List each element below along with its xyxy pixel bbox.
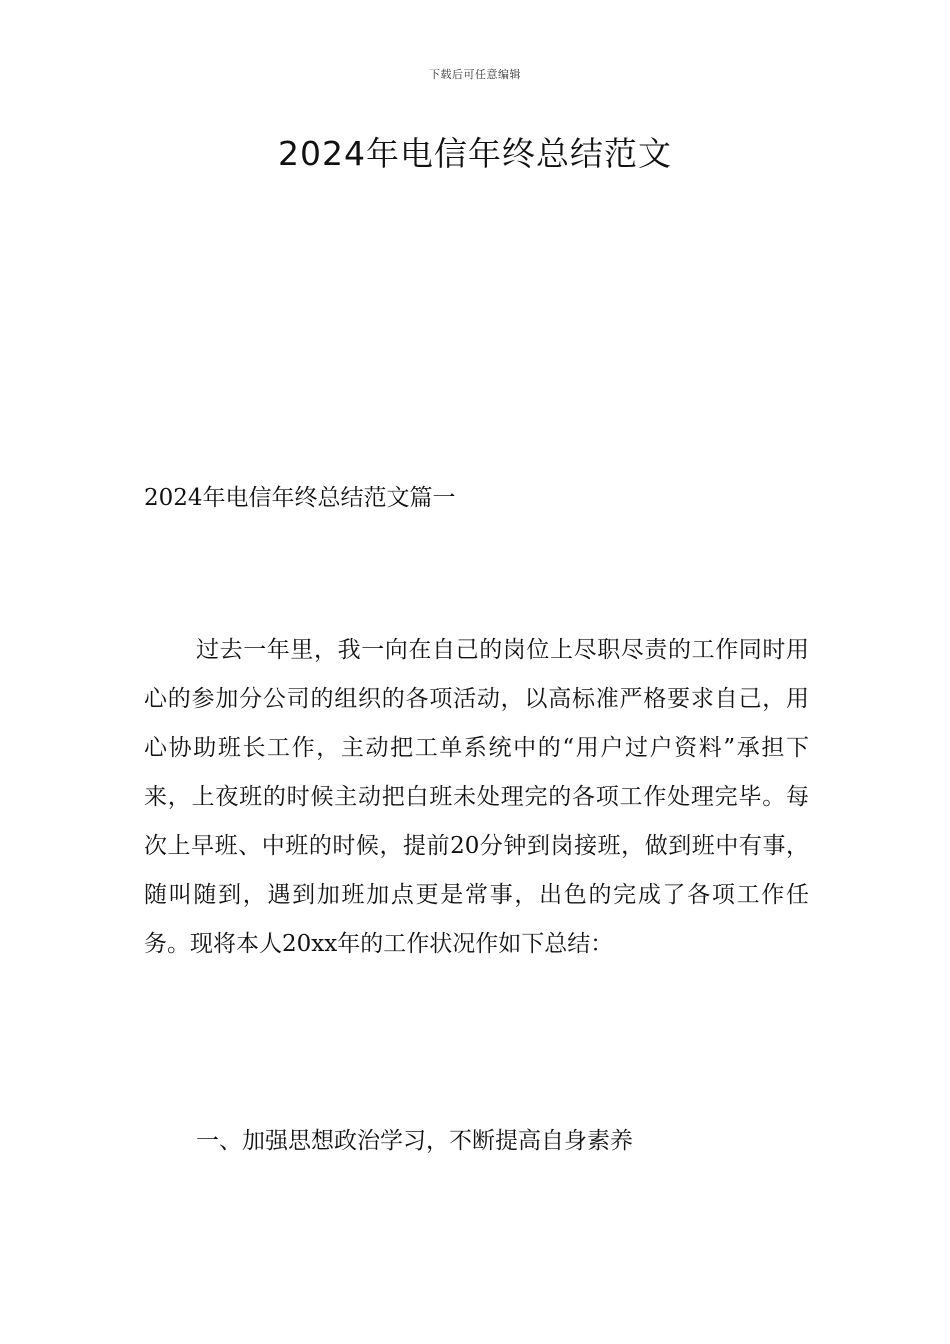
document-title: 2024年电信年终总结范文	[278, 134, 672, 173]
body-paragraph: 过去一年里，我一向在自己的岗位上尽职尽责的工作同时用心的参加分公司的组织的各项活动，以高标准严格要求自己，用心协助班长工作，主动把工单系统中的“用户过户资料”承担下来，上夜班的时候主动把白班未处理完的各项工作处理完毕。每次上早班、中班的时候，提前20分钟到岗接班，做到班中有事，随叫随到，遇到加班加点更是常事，出色的完成了各项工作任务。现将本人20xx年的工作状况作如下总结：	[144, 637, 809, 957]
section-heading: 2024年电信年终总结范文篇一	[144, 485, 456, 511]
header-note: 下载后可任意编辑	[429, 68, 521, 81]
subheading-political-study: 一、加强思想政治学习，不断提高自身素养	[196, 1128, 633, 1154]
